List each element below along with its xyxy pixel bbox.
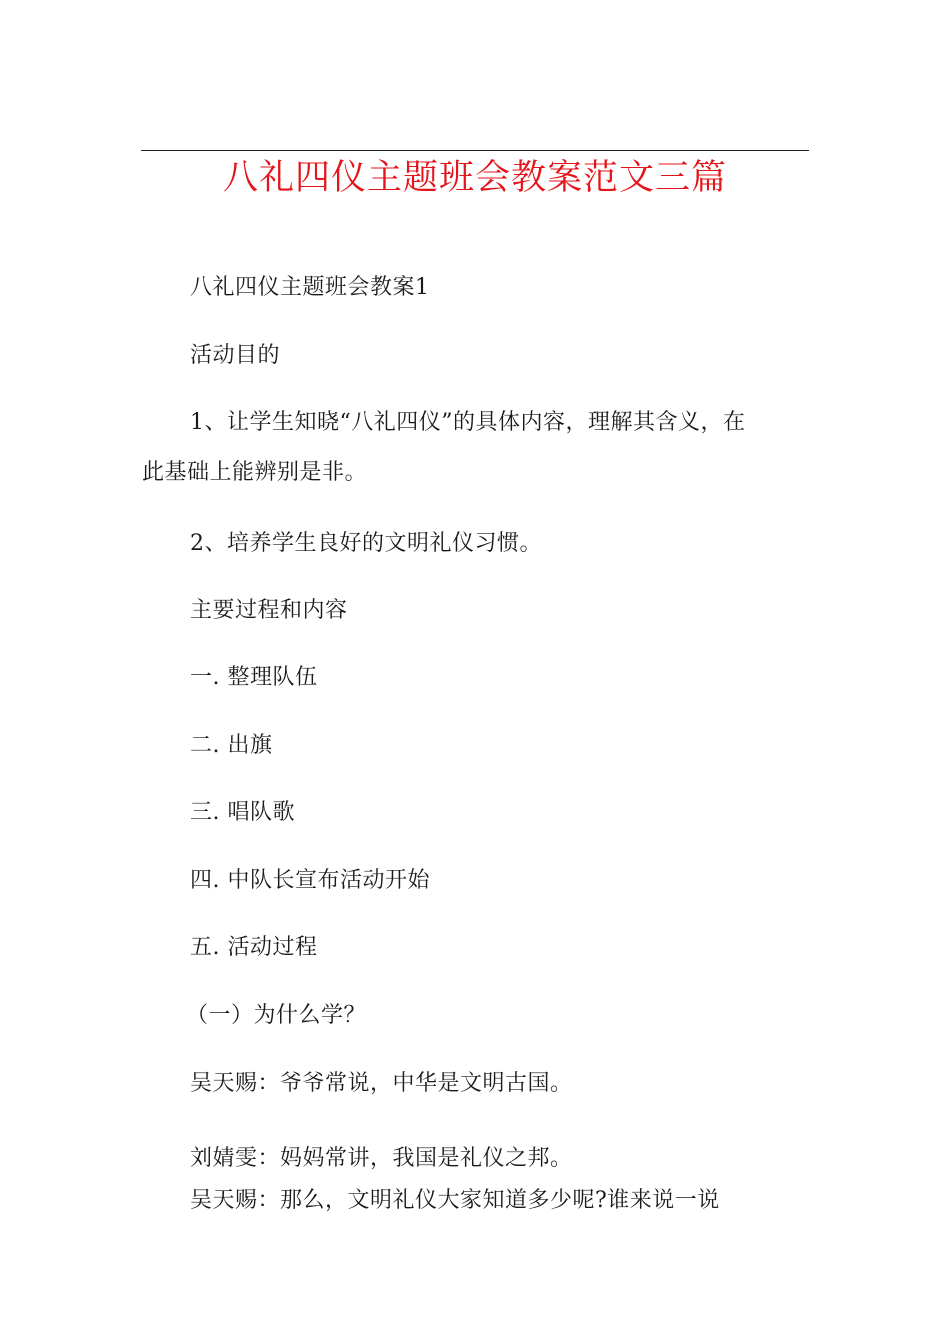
goal-2: 2、培养学生良好的文明礼仪习惯。 (190, 531, 542, 556)
dialogue-line-2: 刘婧雯：妈妈常讲，我国是礼仪之邦。 (190, 1146, 573, 1171)
section-heading-lesson-1: 八礼四仪主题班会教案1 (190, 275, 430, 300)
document-title: 八礼四仪主题班会教案范文三篇 (222, 158, 727, 198)
heading-main-process: 主要过程和内容 (190, 598, 348, 623)
goal-1-line-2: 此基础上能辨别是非。 (142, 460, 368, 485)
step-3: 三. 唱队歌 (190, 800, 295, 825)
step-5: 五. 活动过程 (190, 935, 318, 960)
goal-1-line-1: 1、让学生知晓“八礼四仪”的具体内容，理解其含义，在 (190, 410, 746, 435)
subsection-why-learn: （一）为什么学？ (186, 1003, 367, 1028)
dialogue-line-3: 吴天赐：那么，文明礼仪大家知道多少呢?谁来说一说 (190, 1188, 720, 1213)
step-1: 一. 整理队伍 (190, 665, 318, 690)
step-2: 二. 出旗 (190, 733, 273, 758)
heading-activity-goals: 活动目的 (190, 343, 281, 368)
header-rule (141, 150, 809, 151)
step-4: 四. 中队长宣布活动开始 (190, 868, 430, 893)
dialogue-line-1: 吴天赐：爷爷常说，中华是文明古国。 (190, 1071, 573, 1096)
